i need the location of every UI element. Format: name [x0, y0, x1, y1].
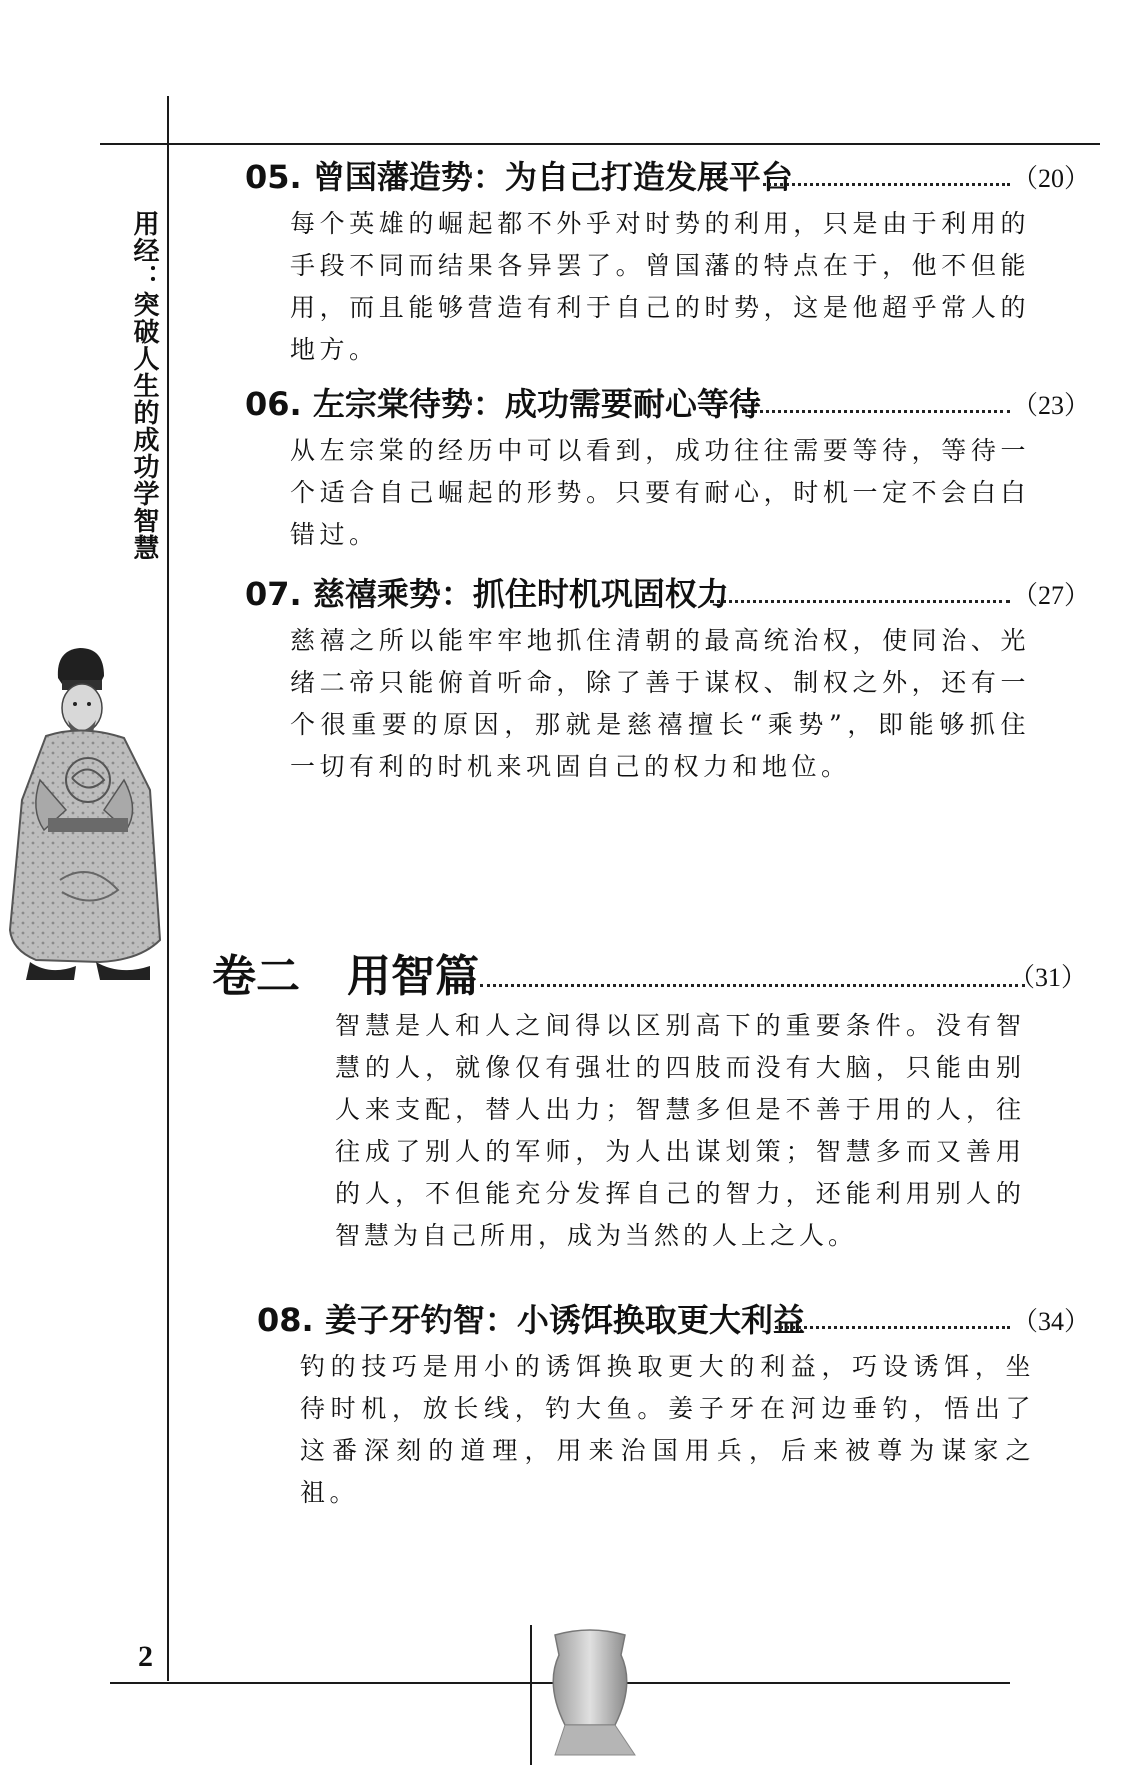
- toc-entry-description: 钓的技巧是用小的诱饵换取更大的利益，巧设诱饵，坐待时机，放长线，钓大鱼。姜子牙在河边垂钓，悟出了这番深刻的道理，用来治国用兵，后来被尊为谋家之祖。: [300, 1352, 1035, 1507]
- running-title: 用经：突破人生的成功学智慧: [129, 210, 159, 561]
- toc-entry-head: [257, 1300, 1090, 1340]
- toc-entry-description: 从左宗棠的经历中可以看到，成功往往需要等待，等待一个适合自己崛起的形势。只要有耐心，时机一定不会白白错过。: [290, 436, 1030, 549]
- page-number: 2: [138, 1640, 153, 1673]
- footer-rule: [530, 1625, 532, 1765]
- dot-leader: [735, 410, 1010, 413]
- chapter-page: （31）: [1008, 963, 1087, 992]
- toc-entry-description: 每个英雄的崛起都不外乎对时势的利用，只是由于利用的手段不同而结果各异罢了。曾国藩的特点在于，他不但能用，而且能够营造有利于自己的时势，这是他超乎常人的地方。: [290, 209, 1030, 364]
- toc-entry-08: [257, 1300, 1090, 1514]
- chapter-description: 智慧是人和人之间得以区别高下的重要条件。没有智慧的人，就像仅有强壮的四肢而没有大脑，只能由别人来支配，替人出力；智慧多但是不善于用的人，往往成了别人的军师，为人出谋划策；智慧多而又善用的人，不但能充分发挥自己的智力，还能利用别人的智慧为自己所用，成为当然的人上之人。: [335, 1011, 1025, 1250]
- toc-entry-title[interactable]: 08. 姜子牙钓智：小诱饵换取更大利益: [257, 1301, 805, 1339]
- emperor-illustration: [0, 640, 175, 1000]
- toc-entry-head: [245, 384, 1090, 424]
- chapter-heading: [212, 950, 1087, 1004]
- toc-entry-head: [245, 157, 1090, 197]
- toc-entry-07: [245, 574, 1090, 788]
- dot-leader: [710, 600, 1010, 603]
- toc-entry-page: （23）: [1011, 391, 1090, 420]
- toc-entry-page: （20）: [1011, 164, 1090, 193]
- toc-entry-head: [245, 574, 1090, 614]
- dot-leader: [480, 984, 1025, 987]
- chapter-label: 卷二: [212, 952, 300, 1001]
- decorative-vase-illustration: [535, 1625, 645, 1765]
- top-rule: [100, 143, 1100, 145]
- toc-entry-title[interactable]: 06. 左宗棠待势：成功需要耐心等待: [245, 385, 761, 423]
- toc-entry-05: [245, 157, 1090, 371]
- toc-entry-title[interactable]: 05. 曾国藩造势：为自己打造发展平台: [245, 158, 793, 196]
- chapter-title[interactable]: 用智篇: [347, 952, 479, 1001]
- toc-entry-page: （34）: [1011, 1307, 1090, 1336]
- toc-entry-description: 慈禧之所以能牢牢地抓住清朝的最高统治权，使同治、光绪二帝只能俯首听命，除了善于谋权、制权之外，还有一个很重要的原因，那就是慈禧擅长“乘势”，即能够抓住一切有利的时机来巩固自己的权力和地位。: [290, 626, 1030, 781]
- toc-entry-title[interactable]: 07. 慈禧乘势：抓住时机巩固权力: [245, 575, 729, 613]
- toc-entry-06: [245, 384, 1090, 556]
- dot-leader: [775, 1326, 1010, 1329]
- dot-leader: [763, 183, 1010, 186]
- toc-entry-page: （27）: [1011, 581, 1090, 610]
